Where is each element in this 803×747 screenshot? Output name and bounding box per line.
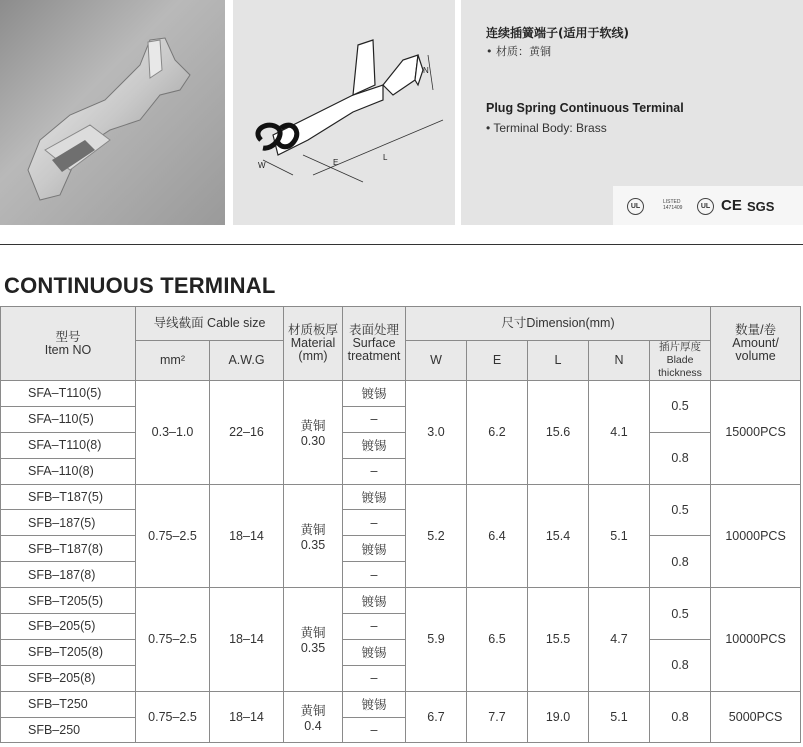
header-item-en: Item NO (44, 342, 92, 357)
header-surface (343, 307, 406, 381)
terminal-drawing (233, 0, 455, 225)
header-blade (650, 341, 711, 381)
item-no: SFB–187(5) (1, 510, 136, 536)
header-n: N (589, 341, 650, 381)
dim-e: 7.7 (467, 691, 528, 743)
surface: 镀锡 (343, 588, 406, 614)
dim-w: 6.7 (406, 691, 467, 743)
en-title: Plug Spring Continuous Terminal (486, 101, 684, 115)
cable-mm2: 0.3–1.0 (136, 381, 210, 485)
dim-n: 5.1 (589, 691, 650, 743)
table-row (1, 588, 801, 614)
item-no: SFB–T205(8) (1, 639, 136, 665)
dim-l: 15.5 (528, 588, 589, 692)
header-blade-en2: thickness (658, 367, 702, 379)
drawing-label-l: L (383, 153, 388, 162)
surface: 镀锡 (343, 381, 406, 407)
item-no: SFB–T187(5) (1, 484, 136, 510)
surface: 镀锡 (343, 691, 406, 717)
surface: – (343, 717, 406, 743)
surface: – (343, 458, 406, 484)
dim-w: 3.0 (406, 381, 467, 485)
surface: – (343, 406, 406, 432)
header-amount-en1: Amount/ (732, 336, 779, 350)
dim-l: 15.6 (528, 381, 589, 485)
header-amount (711, 307, 801, 381)
table-row (1, 484, 801, 510)
cable-mm2: 0.75–2.5 (136, 691, 210, 743)
listed-text: LISTED (663, 199, 681, 205)
table-row (1, 536, 801, 562)
item-no: SFB–205(5) (1, 614, 136, 640)
section-title: CONTINUOUS TERMINAL (4, 273, 276, 298)
cable-awg: 18–14 (210, 588, 284, 692)
material (284, 588, 343, 692)
item-no: SFB–250 (1, 717, 136, 743)
cable-mm2: 0.75–2.5 (136, 484, 210, 588)
header-surface-en1: Surface (352, 336, 396, 350)
surface: – (343, 665, 406, 691)
header-awg: A.W.G (210, 341, 284, 381)
material (284, 484, 343, 588)
table-row (1, 381, 801, 407)
ce-logo: CE (721, 197, 742, 214)
surface: 镀锡 (343, 639, 406, 665)
dim-e: 6.4 (467, 484, 528, 588)
dim-n: 4.7 (589, 588, 650, 692)
info-panel (461, 0, 803, 225)
table-row (1, 691, 801, 717)
surface: – (343, 562, 406, 588)
listed-mark (663, 199, 682, 211)
blade-thickness: 0.8 (650, 432, 711, 484)
cn-title: 连续插簧端子(适用于软线) (486, 26, 629, 40)
blade-thickness: 0.5 (650, 381, 711, 433)
material-thickness: 0.30 (300, 434, 326, 449)
surface: 镀锡 (343, 432, 406, 458)
dim-w: 5.9 (406, 588, 467, 692)
material-name: 黄铜 (300, 626, 326, 641)
dim-n: 4.1 (589, 381, 650, 485)
header-blade-cn: 插片厚度 (659, 341, 702, 353)
table-row (1, 432, 801, 458)
item-no: SFA–110(5) (1, 406, 136, 432)
header-e: E (467, 341, 528, 381)
header-mm2: mm² (136, 341, 210, 381)
item-no: SFB–205(8) (1, 665, 136, 691)
item-no: SFA–110(8) (1, 458, 136, 484)
terminal-photo-image (0, 0, 225, 225)
certifications (613, 186, 803, 225)
material-thickness: 0.35 (300, 641, 326, 656)
header-surface-en2: treatment (347, 349, 401, 363)
cable-awg: 18–14 (210, 484, 284, 588)
amount: 5000PCS (711, 691, 801, 743)
blade-thickness: 0.5 (650, 588, 711, 640)
cn-material: • 材质：黄铜 (486, 45, 551, 58)
blade-thickness: 0.8 (650, 536, 711, 588)
table-row (1, 639, 801, 665)
header-amount-cn: 数量/卷 (735, 323, 777, 337)
dim-e: 6.2 (467, 381, 528, 485)
header-material-unit: (mm) (298, 349, 328, 363)
dim-e: 6.5 (467, 588, 528, 692)
listed-number: 1471409 (663, 205, 683, 211)
cable-awg: 22–16 (210, 381, 284, 485)
amount: 10000PCS (711, 484, 801, 588)
surface: 镀锡 (343, 484, 406, 510)
material-thickness: 0.4 (304, 719, 322, 734)
blade-thickness: 0.8 (650, 639, 711, 691)
material (284, 381, 343, 485)
product-photo (0, 0, 225, 225)
item-no: SFA–T110(8) (1, 432, 136, 458)
header-item-cn: 型号 (55, 329, 81, 344)
material (284, 691, 343, 743)
sgs-logo: SGS (747, 199, 775, 214)
header-surface-cn: 表面处理 (348, 323, 399, 337)
cable-awg: 18–14 (210, 691, 284, 743)
divider (0, 244, 803, 245)
surface: – (343, 614, 406, 640)
en-material: • Terminal Body: Brass (486, 121, 607, 135)
header-l: L (528, 341, 589, 381)
drawing-label-e: E (333, 158, 339, 167)
blade-thickness: 0.8 (650, 691, 711, 743)
surface: 镀锡 (343, 536, 406, 562)
dim-w: 5.2 (406, 484, 467, 588)
material-name: 黄铜 (300, 704, 326, 719)
header-item (1, 307, 136, 381)
header-dimension: 尺寸Dimension(mm) (406, 307, 711, 341)
header-material (284, 307, 343, 381)
dimension-drawing (233, 0, 455, 225)
item-no: SFB–187(8) (1, 562, 136, 588)
surface: – (343, 510, 406, 536)
dim-n: 5.1 (589, 484, 650, 588)
item-no: SFB–T205(5) (1, 588, 136, 614)
dim-l: 15.4 (528, 484, 589, 588)
material-name: 黄铜 (300, 522, 326, 537)
header-cable: 导线截面 Cable size (136, 307, 284, 341)
item-no: SFB–T250 (1, 691, 136, 717)
cul-logo: UL (697, 198, 714, 215)
ul-logo: UL (627, 198, 644, 215)
blade-thickness: 0.5 (650, 484, 711, 536)
material-thickness: 0.35 (300, 537, 326, 552)
dim-l: 19.0 (528, 691, 589, 743)
material-name: 黄铜 (300, 419, 326, 434)
header-amount-en2: volume (735, 349, 776, 363)
item-no: SFA–T110(5) (1, 381, 136, 407)
drawing-label-n: N (423, 66, 429, 75)
item-no: SFB–T187(8) (1, 536, 136, 562)
amount: 15000PCS (711, 381, 801, 485)
header-blade-en1: Blade (666, 354, 694, 366)
header-w: W (406, 341, 467, 381)
cable-mm2: 0.75–2.5 (136, 588, 210, 692)
spec-table (0, 306, 801, 743)
header-material-cn: 材质板厚 (287, 323, 338, 337)
amount: 10000PCS (711, 588, 801, 692)
drawing-label-w: W (258, 161, 266, 170)
header-material-en: Material (290, 336, 336, 350)
